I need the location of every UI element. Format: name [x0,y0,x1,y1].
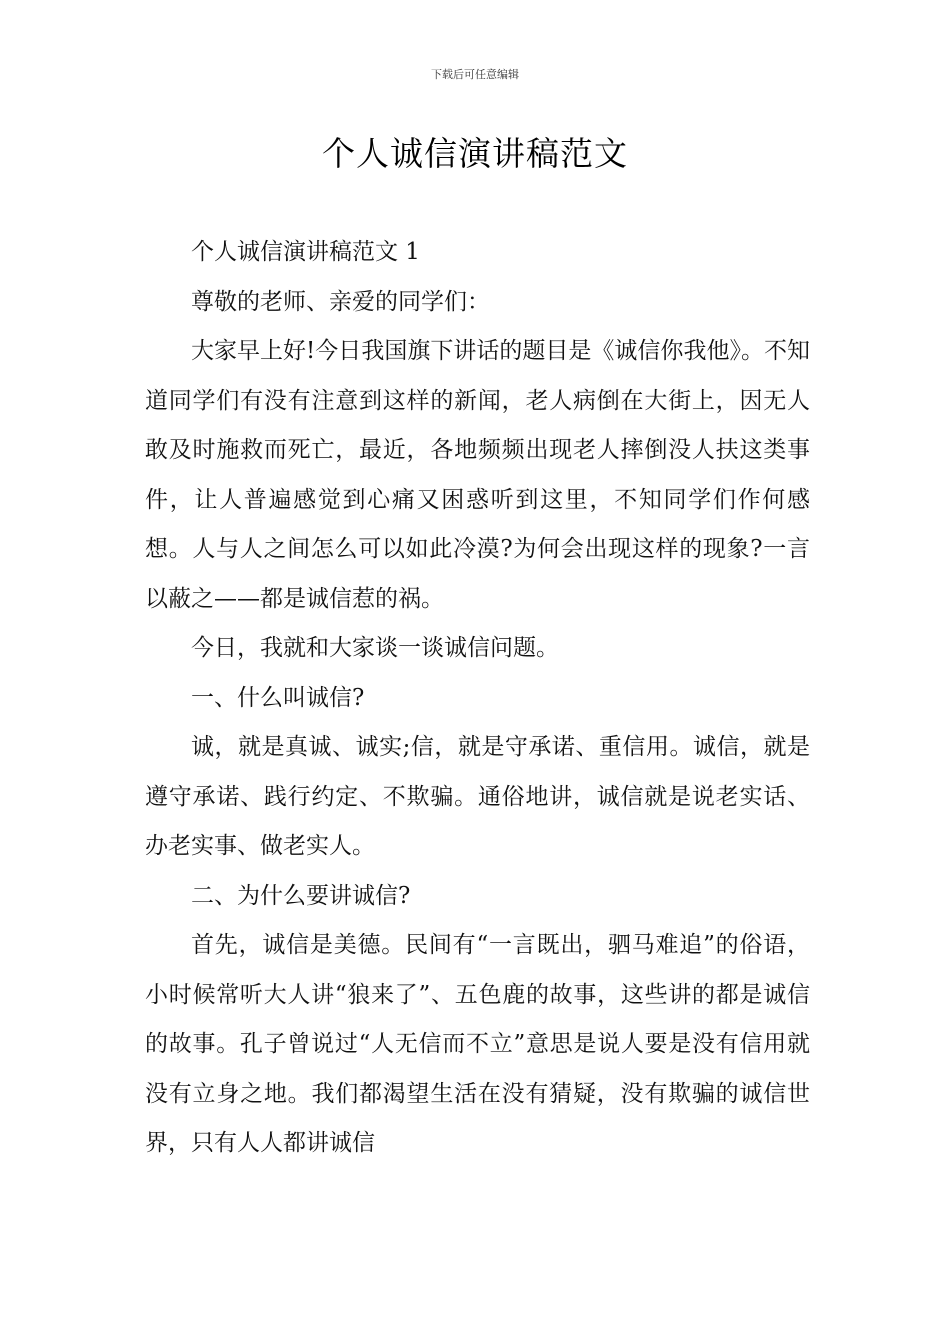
paragraph-virtue: 首先，诚信是美德。民间有“一言既出，驷马难追”的俗语，小时候常听大人讲“狼来了”、五色鹿的故事，这些讲的都是诚信的故事。孔子曾说过“人无信而不立”意思是说人要是没有信用就没有立身之地。我们都渴望生活在没有猜疑，没有欺骗的诚信世界，只有人人都讲诚信 [145,932,810,1156]
section-heading-2: 二、为什么要讲诚信? [191,882,411,909]
section-heading-1: 一、什么叫诚信? [191,684,365,711]
document-title: 个人诚信演讲稿范文 [322,134,628,173]
paragraph-greeting: 尊敬的老师、亲爱的同学们： [191,288,490,315]
header-note: 下载后可任意编辑 [431,68,519,81]
paragraph-topic: 今日，我就和大家谈一谈诚信问题。 [191,635,559,661]
paragraph-subtitle: 个人诚信演讲稿范文 1 [191,239,420,265]
paragraph-intro: 大家早上好!今日我国旗下讲话的题目是《诚信你我他》。不知道同学们有没有注意到这样的新闻，老人病倒在大街上，因无人敢及时施救而死亡，最近，各地频频出现老人摔倒没人扶这类事件，让人普遍感觉到心痛又困惑听到这里，不知同学们作何感想。人与人之间怎么可以如此冷漠?为何会出现这样的现象?一言以蔽之——都是诚信惹的祸。 [145,338,810,612]
paragraph-definition: 诚，就是真诚、诚实;信，就是守承诺、重信用。诚信，就是遵守承诺、践行约定、不欺骗。通俗地讲，诚信就是说老实话、办老实事、做老实人。 [145,734,810,859]
document-body [145,228,810,1169]
